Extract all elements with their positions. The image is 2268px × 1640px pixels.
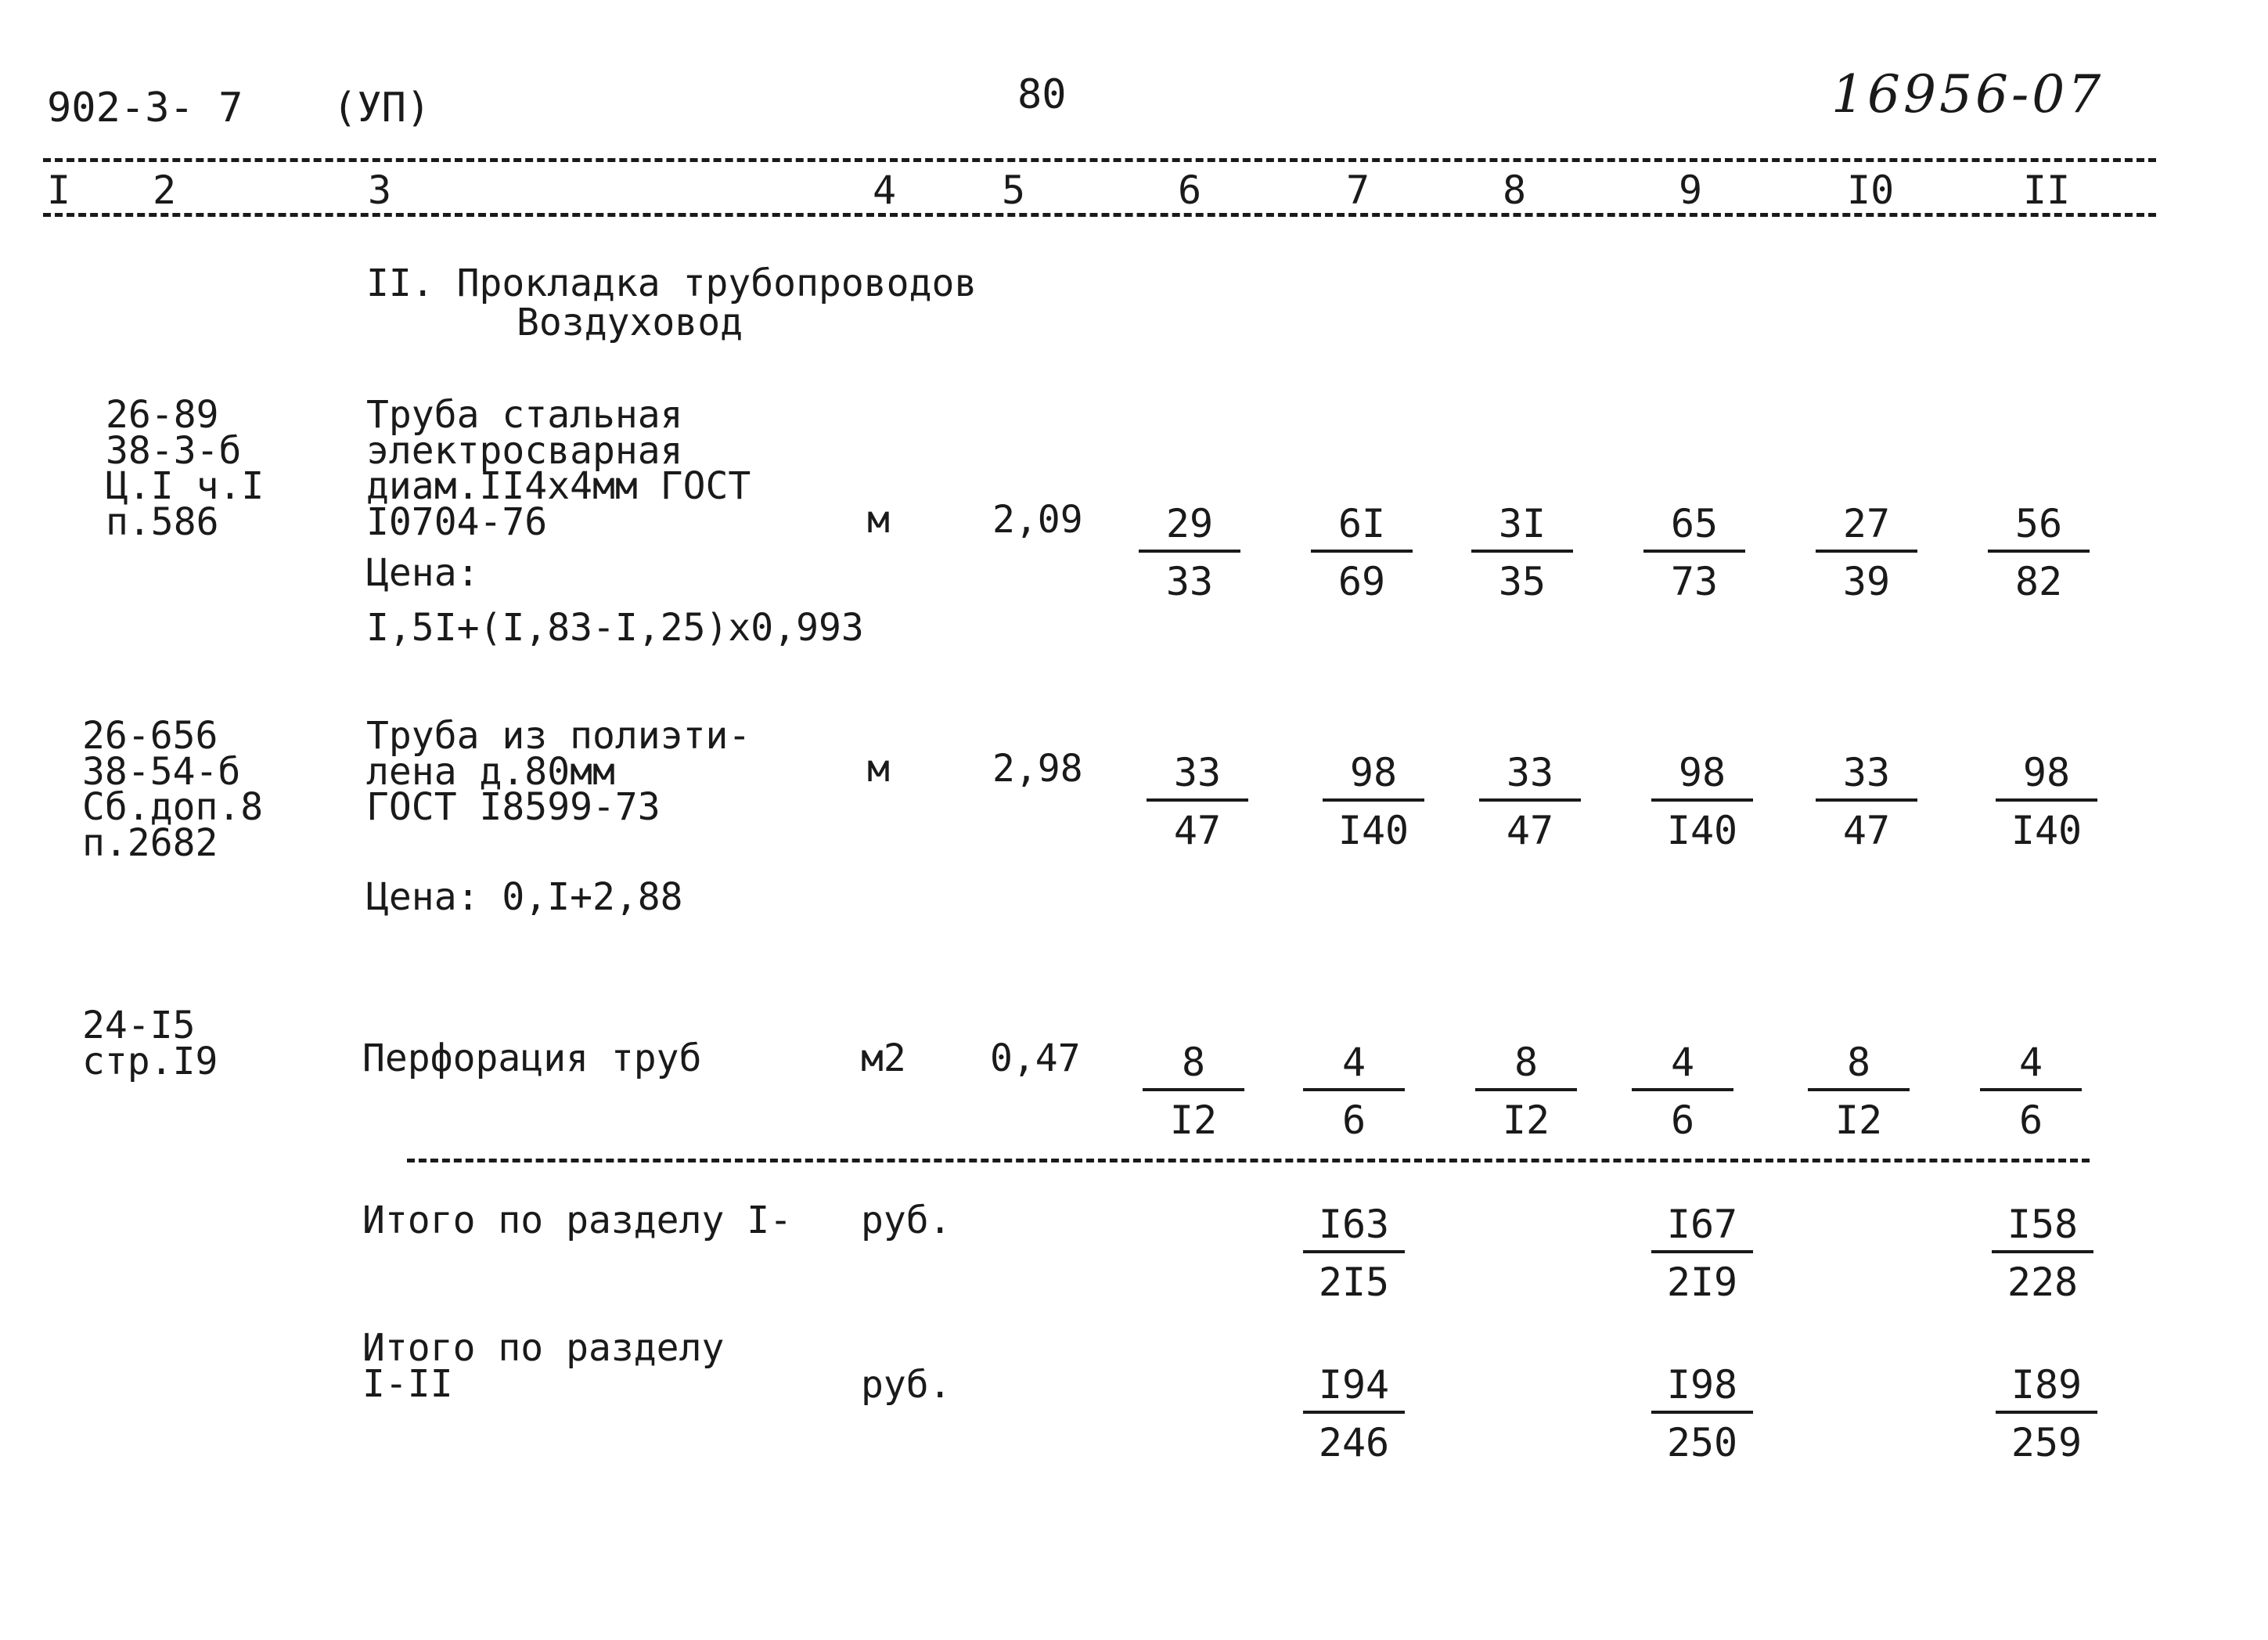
value-fraction [1632,1040,1733,1143]
total-fraction [1996,1362,2097,1465]
total-fraction [1651,1362,1753,1465]
total-unit: руб. [861,1198,952,1242]
column-number: 3 [368,168,392,213]
doc-code: 902-3- 7 [47,85,243,132]
value-denominator: I40 [1337,808,1409,853]
value-numerator: 3I [1471,501,1573,553]
value-fraction [1475,1040,1577,1143]
value-numerator: 65 [1643,501,1745,553]
value-denominator: 6 [1341,1098,1366,1143]
value-numerator: 33 [1147,750,1248,802]
value-denominator: 6 [1670,1098,1695,1143]
value-numerator: 8 [1143,1040,1244,1091]
value-denominator: 250 [1666,1420,1738,1465]
value-fraction [1479,750,1581,853]
value-denominator: 259 [2011,1420,2083,1465]
column-number: 6 [1178,168,1202,213]
value-numerator: I98 [1651,1362,1753,1414]
header-top-rule [43,158,2156,162]
totals-rule [407,1159,2090,1162]
column-number: I [47,168,71,213]
value-fraction [1303,1040,1405,1143]
norm-code: 24-I5 стр.I9 [82,1004,218,1083]
column-number: I0 [1847,168,1895,213]
value-denominator: 2I5 [1318,1260,1390,1305]
value-numerator: 27 [1816,501,1917,553]
value-denominator: 47 [1842,808,1891,853]
price-formula: I,5I+(I,83-I,25)х0,993 [366,606,864,650]
value-fraction [1311,501,1413,604]
value-numerator: 98 [1996,750,2097,802]
value-numerator: 29 [1139,501,1240,553]
column-number: 4 [873,168,897,213]
unit: м2 [861,1036,906,1080]
value-numerator: 98 [1651,750,1753,802]
value-denominator: 82 [2014,559,2063,604]
value-numerator: 98 [1323,750,1424,802]
total-label: Итого по разделу I- [362,1198,793,1242]
unit: м [867,498,890,542]
value-fraction [1147,750,1248,853]
value-denominator: 228 [2007,1260,2079,1305]
value-numerator: I58 [1992,1202,2093,1253]
value-denominator: 35 [1498,559,1546,604]
norm-code: 26-89 38-3-б Ц.I ч.I п.586 [106,393,265,544]
column-number: 8 [1503,168,1527,213]
value-fraction [1651,750,1753,853]
value-numerator: 33 [1479,750,1581,802]
value-denominator: 47 [1173,808,1222,853]
value-fraction [1471,501,1573,604]
value-numerator: 4 [1632,1040,1733,1091]
volume-label: (УП) [333,85,431,132]
quantity: 0,47 [990,1036,1081,1080]
column-number: 9 [1679,168,1703,213]
value-denominator: 47 [1506,808,1554,853]
value-fraction [1643,501,1745,604]
item-description: Труба из полиэти- лена д.80мм ГОСТ I8599-73 [366,714,751,830]
unit: м [867,747,890,791]
quantity: 2,98 [992,747,1083,791]
item-description: Перфорация труб [362,1036,702,1080]
value-numerator: I89 [1996,1362,2097,1414]
section-title: II. Прокладка трубопроводов [366,261,977,305]
value-denominator: 246 [1318,1420,1390,1465]
total-fraction [1992,1202,2093,1305]
value-denominator: 69 [1337,559,1386,604]
value-denominator: I2 [1169,1098,1218,1143]
value-denominator: 33 [1165,559,1214,604]
value-fraction [1988,501,2090,604]
value-numerator: 6I [1311,501,1413,553]
total-fraction [1651,1202,1753,1305]
total-fraction [1303,1202,1405,1305]
value-numerator: I63 [1303,1202,1405,1253]
value-denominator: 73 [1670,559,1719,604]
column-number: 7 [1346,168,1370,213]
value-denominator: 6 [2018,1098,2043,1143]
item-description: Труба стальная электросварная диам.II4х4мм ГОСТ I0704-76 [366,393,751,544]
value-fraction [1996,750,2097,853]
column-number: 5 [1002,168,1026,213]
value-fraction [1980,1040,2082,1143]
value-fraction [1139,501,1240,604]
quantity: 2,09 [992,498,1083,542]
header-bottom-rule [43,213,2156,217]
value-denominator: I40 [1666,808,1738,853]
value-numerator: 33 [1816,750,1917,802]
value-denominator: 2I9 [1666,1260,1738,1305]
price-label: Цена: 0,I+2,88 [366,875,683,919]
value-fraction [1816,501,1917,604]
value-denominator: I2 [1502,1098,1550,1143]
value-numerator: 8 [1808,1040,1910,1091]
value-denominator: 39 [1842,559,1891,604]
value-numerator: 4 [1303,1040,1405,1091]
value-fraction [1143,1040,1244,1143]
value-fraction [1808,1040,1910,1143]
value-numerator: 4 [1980,1040,2082,1091]
value-numerator: 8 [1475,1040,1577,1091]
stamp-number: 16956-07 [1831,64,2104,124]
value-numerator: I94 [1303,1362,1405,1414]
section-subtitle: Воздуховод [517,301,743,344]
value-denominator: I40 [2011,808,2083,853]
total-fraction [1303,1362,1405,1465]
total-unit: руб. [861,1363,952,1407]
norm-code: 26-656 38-54-б Сб.доп.8 п.2682 [82,714,264,865]
column-number: 2 [153,168,177,213]
column-number: II [2023,168,2071,213]
value-fraction [1816,750,1917,853]
total-label: Итого по разделу I-II [362,1326,725,1406]
page-number: 80 [1017,71,1067,118]
price-label: Цена: [366,551,480,595]
value-fraction [1323,750,1424,853]
value-denominator: I2 [1834,1098,1883,1143]
value-numerator: I67 [1651,1202,1753,1253]
value-numerator: 56 [1988,501,2090,553]
